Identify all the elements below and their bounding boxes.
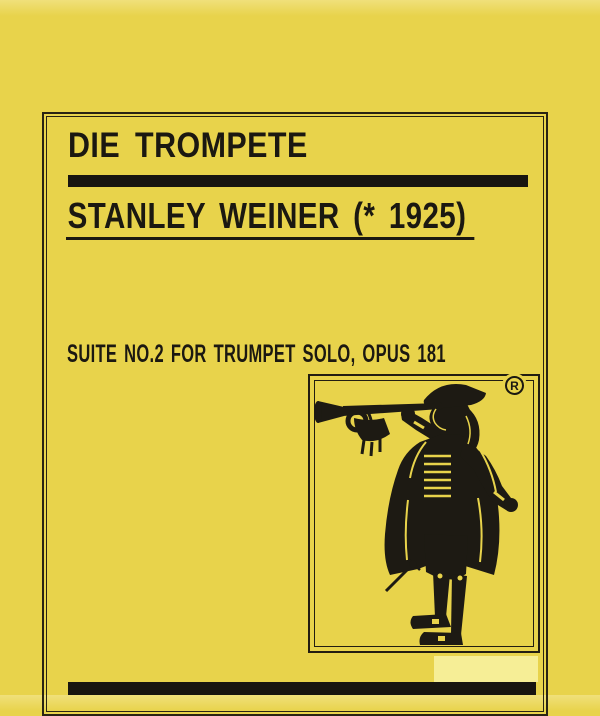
registered-trademark-icon: R (505, 376, 524, 395)
title-divider-bar (68, 175, 528, 187)
paper-patch (434, 656, 538, 682)
composer-name (66, 195, 475, 240)
series-title: DIE TROMPETE (68, 126, 308, 165)
trumpeter-illustration-box (308, 374, 540, 653)
composer-underlined-text: STANLEY WEINER (* 1925) (66, 198, 475, 240)
work-title: SUITE NO.2 FOR TRUMPET SOLO, OPUS 181 (67, 340, 446, 368)
bottom-black-bar (68, 682, 536, 695)
baroque-trumpeter-icon (310, 376, 537, 650)
